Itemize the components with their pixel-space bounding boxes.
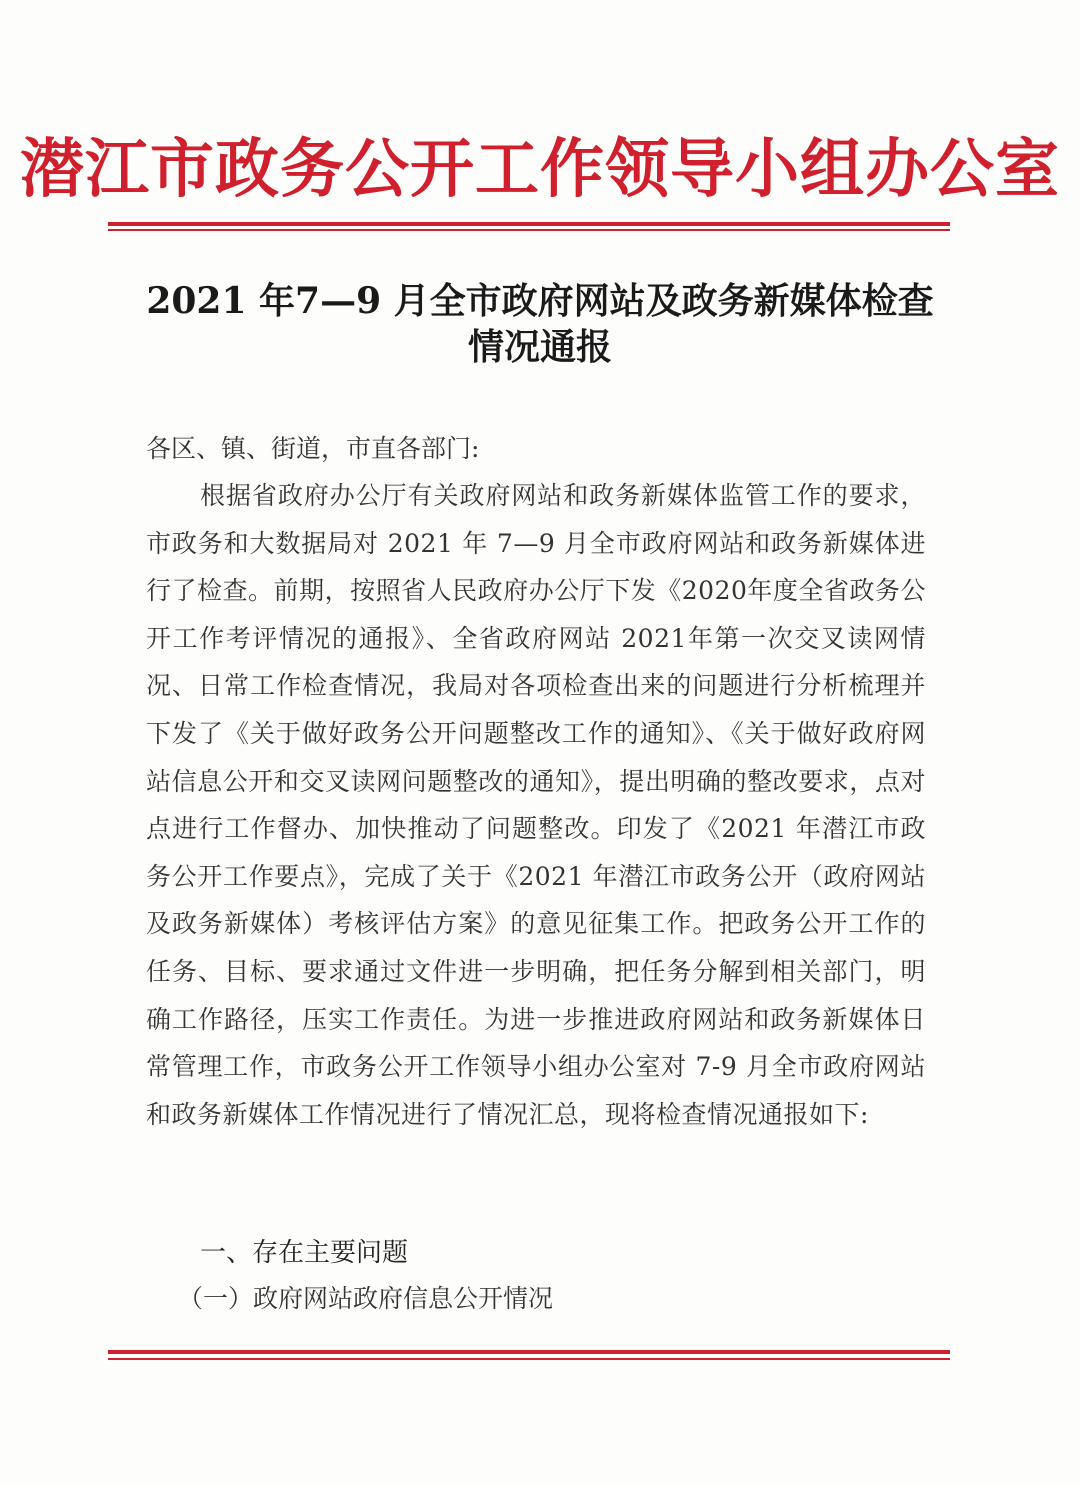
letterhead-rule-top — [108, 222, 950, 226]
document-title-line-2: 情况通报 — [467, 326, 612, 368]
subsection-heading: （一）政府网站政府信息公开情况 — [178, 1284, 554, 1313]
footer-rule-bottom — [108, 1358, 950, 1360]
body-paragraph: 根据省政府办公厅有关政府网站和政务新媒体监管工作的要求，市政务和大数据局对 2021 年 7—9 月全市政府网站和政务新媒体进行了检查。前期，按照省人民政府办公厅下发《2020年度全省政务公开工作考评情况的通报》、全省政府网站 2021年第一次交叉读网情况、日常工作检查情况，我局对各项检查出来的问题进行分析梳理并下发了《关于做好政务公开问题整改工作的通知》、《关于做好政府网站信息公开和交叉读网问题整改的通知》，提出明确的整改要求，点对点进行工作督办、加快推动了问题整改。印发了《2021 年潜江市政务公开工作要点》，完成了关于《2021 年潜江市政务公开（政府网站及政务新媒体）考核评估方案》的意见征集工作。把政务公开工作的任务、目标、要求通过文件进一步明确，把任务分解到相关部门，明确工作路径，压实工作责任。为进一步推进政府网站和政务新媒体日常管理工作，市政务公开工作领导小组办公室对 7-9 月全市政府网站和政务新媒体工作情况进行了情况汇总，现将检查情况通报如下: — [146, 481, 926, 1129]
salutation: 各区、镇、街道，市直各部门: — [146, 434, 480, 463]
letterhead-rule-bottom — [108, 229, 950, 231]
letterhead-org-name: 潜江市政务公开工作领导小组办公室 — [20, 133, 1060, 207]
document-title-line-1: 2021 年7—9 月全市政府网站及政务新媒体检查 — [146, 280, 934, 322]
footer-rule-top — [108, 1350, 950, 1354]
document-title — [120, 278, 960, 370]
section-heading: 一、存在主要问题 — [200, 1238, 409, 1268]
